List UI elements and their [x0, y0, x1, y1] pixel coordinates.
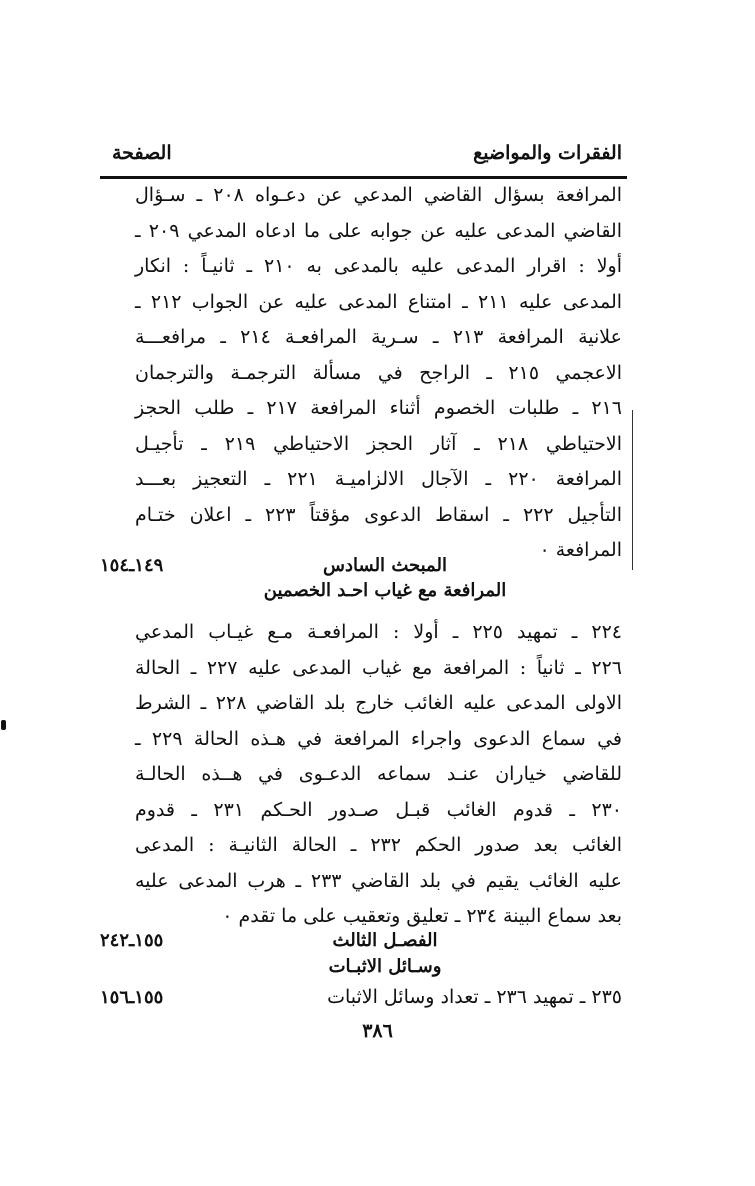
- text-line: عليه الغائب يقيم في بلد القاضي ٢٣٣ ـ هرب المدعى عليه: [135, 869, 622, 892]
- text-line: بعد سماع البينة ٢٣٤ ـ تعليق وتعقيب على ما تقدم ٠: [222, 905, 622, 927]
- text-line: علانية المرافعة ٢١٣ ـ سـرية المرافعـة ٢١٤ ـ مرافعـــة: [135, 326, 622, 348]
- section1-text: [135, 178, 622, 569]
- header-topics: الفقرات والمواضيع: [473, 142, 622, 164]
- text-line: الاعجمي ٢١٥ ـ الراجح في مسألة الترجمـة والترجمان: [135, 361, 623, 384]
- section2-subtitle: المرافعة مع غياب احـد الخصمين: [263, 580, 507, 601]
- section3-pages: ١٥٥ـ٢٤٢: [100, 930, 164, 951]
- text-line: الاولى المدعى عليه الغائب خارج بلد القاضي ٢٢٨ ـ الشرط: [135, 692, 622, 714]
- text-line: ٢٢٦ ـ ثانياً : المرافعة مع غياب المدعى عليه ٢٢٧ ـ الحالة: [135, 656, 623, 679]
- section2-title: المبحث السادس: [323, 555, 447, 576]
- text-line: المرافعة ٢٢٠ ـ الآجال الالزاميـة ٢٢١ ـ التعجيز بعـــد: [135, 468, 622, 490]
- section3-title: الفصـل الثالث: [332, 930, 438, 951]
- text-line: للقاضي خياران عنـد سماعه الدعـوى في هــذه الحالـة: [135, 763, 622, 785]
- margin-line: [632, 410, 633, 570]
- section2-pages: ١٤٩ـ١٥٤: [100, 555, 164, 576]
- text-line: التأجيل ٢٢٢ ـ اسقاط الدعوى مؤقتاً ٢٢٣ ـ اعلان ختـام: [135, 503, 622, 526]
- text-line: ٢٣٠ ـ قدوم الغائب قبـل صـدور الحـكم ٢٣١ ـ قدوم: [135, 798, 623, 821]
- header-page: الصفحة: [112, 142, 172, 164]
- text-line: الغائب بعد صدور الحكم ٢٣٢ ـ الحالة الثانيـة : المدعى: [135, 834, 623, 856]
- text-line: ٢٣٥ ـ تمهيد ٢٣٦ ـ تعداد وسائل الاثبات: [327, 986, 622, 1008]
- section3-line-pages: ١٥٥ـ١٥٦: [100, 987, 164, 1008]
- text-line: المرافعة ٠: [539, 539, 622, 561]
- page-number: ٣٨٦: [362, 1020, 393, 1042]
- text-line: ٢١٦ ـ طلبات الخصوم أثناء المرافعة ٢١٧ ـ طلب الحجز: [135, 397, 622, 419]
- section3-subtitle: وسـائل الاثبـات: [328, 956, 442, 977]
- text-line: أولا : اقرار المدعى عليه بالمدعى به ٢١٠ ـ ثانيـاً : انكار: [135, 255, 622, 277]
- text-line: ٢٢٤ ـ تمهيد ٢٢٥ ـ أولا : المرافعـة مـع غيـاب المدعي: [135, 621, 622, 643]
- text-line: المدعى عليه ٢١١ ـ امتناع المدعى عليه عن الجواب ٢١٢ ـ: [135, 290, 623, 313]
- section2-text: [135, 615, 622, 935]
- text-line: المرافعة بسؤال القاضي المدعي عن دعـواه ٢٠٨ ـ سـؤال: [135, 184, 622, 206]
- section3-text: [135, 980, 622, 1016]
- text-line: القاضي المدعى عليه عن جوابه على ما ادعاه المدعي ٢٠٩ ـ: [135, 219, 622, 242]
- text-line: في سماع الدعوى واجراء المرافعة في هـذه الحالة ٢٢٩ ـ: [135, 727, 622, 750]
- margin-mark: [1, 720, 6, 730]
- text-line: الاحتياطي ٢١٨ ـ آثار الحجز الاحتياطي ٢١٩ ـ تأجيـل: [135, 432, 622, 455]
